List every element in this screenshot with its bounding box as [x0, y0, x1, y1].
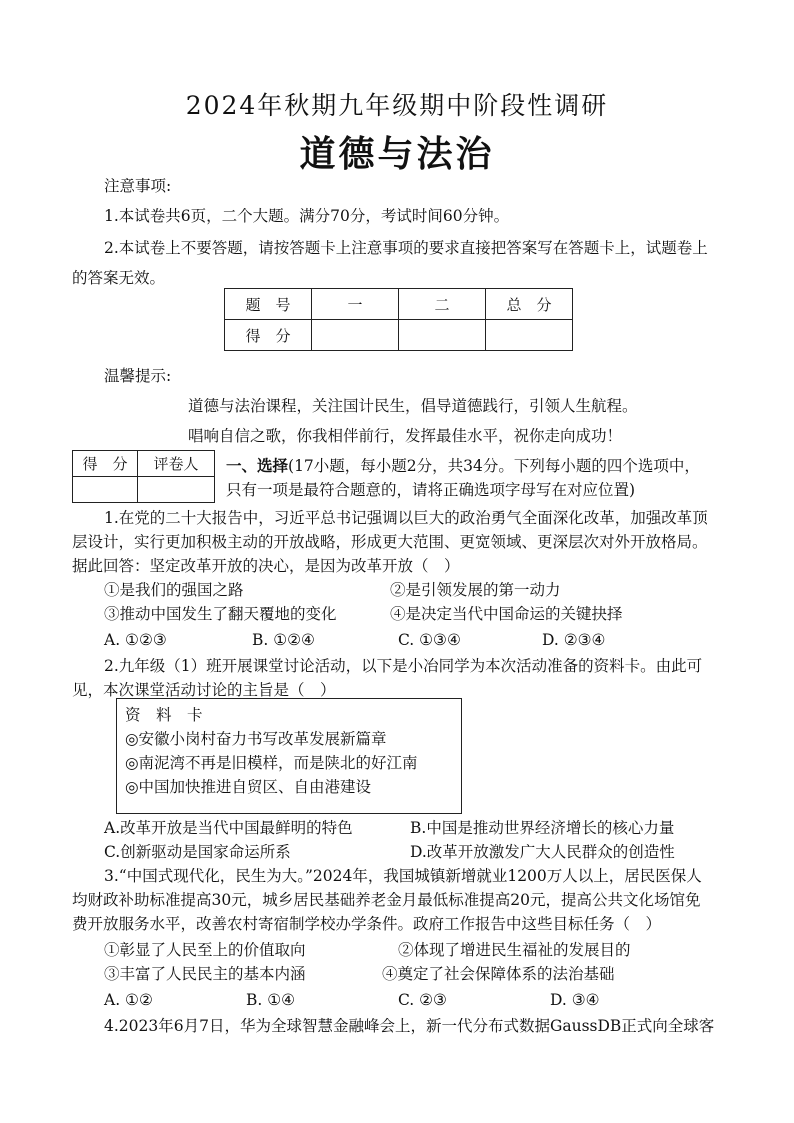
q1-option-a: A. ①②③	[104, 631, 167, 649]
notice-item-1: 1.本试卷共6页，二个大题。满分70分，考试时间60分钟。	[104, 207, 510, 225]
subject-title: 道德与法治	[299, 133, 495, 175]
q1-statement-2: ②是引领发展的第一动力	[390, 581, 561, 599]
q2-option-d: D.改革开放激发广大人民群众的创造性	[410, 843, 675, 861]
tips-heading: 温馨提示:	[104, 367, 172, 385]
grader-name-cell	[138, 477, 215, 503]
resource-card-item-3: ◎中国加快推进自贸区、自由港建设	[125, 778, 372, 796]
q1-statement-1: ①是我们的强国之路	[104, 581, 244, 599]
tips-line-1: 道德与法治课程，关注国计民生，倡导道德践行，引领人生航程。	[188, 397, 638, 415]
section-1-title: 一、选择	[226, 456, 289, 475]
score-table-header-1: 一	[312, 289, 399, 320]
score-table-header-total: 总 分	[486, 289, 573, 320]
q2-option-a: A.改革开放是当代中国最鲜明的特色	[104, 819, 353, 837]
score-table-header-num: 题 号	[225, 289, 312, 320]
score-cell-total	[486, 320, 573, 351]
q3-option-d: D. ③④	[550, 991, 600, 1009]
resource-card	[116, 698, 462, 814]
q1-stem-1: 1.在党的二十大报告中，习近平总书记强调以巨大的政治勇气全面深化改革，加强改革顶	[104, 509, 708, 527]
notice-item-2: 2.本试卷上不要答题，请按答题卡上注意事项的要求直接把答案写在答题卡上，试题卷上	[104, 239, 708, 257]
resource-card-item-2: ◎南泥湾不再是旧模样，而是陕北的好江南	[125, 754, 418, 772]
grader-score-cell	[73, 477, 138, 503]
q4-stem-1: 4.2023年6月7日，华为全球智慧金融峰会上，新一代分布式数据GaussDB正式向全球客	[104, 1017, 715, 1035]
score-table-header-2: 二	[399, 289, 486, 320]
section-1-desc: (17小题，每小题2分，共34分。下列每小题的四个选项中，	[288, 457, 700, 475]
resource-card-title: 资 料 卡	[125, 706, 203, 724]
exam-title: 2024年秋期九年级期中阶段性调研	[185, 91, 609, 120]
score-table	[224, 288, 573, 351]
q1-statement-3: ③推动中国发生了翻天覆地的变化	[104, 605, 337, 623]
q1-option-b: B. ①②④	[252, 631, 315, 649]
grader-table	[72, 450, 215, 503]
q3-option-a: A. ①②	[104, 991, 153, 1009]
q1-stem-3: 据此回答：坚定改革开放的决心，是因为改革开放（ ）	[72, 557, 460, 575]
tips-line-2: 唱响自信之歌，你我相伴前行，发挥最佳水平，祝你走向成功！	[188, 427, 623, 445]
q3-statement-1: ①彰显了人民至上的价值取向	[104, 941, 306, 959]
resource-card-item-1: ◎安徽小岗村奋力书写改革发展新篇章	[125, 730, 387, 748]
notice-heading: 注意事项:	[104, 177, 172, 195]
q3-stem-1: 3.“中国式现代化，民生为大。”2024年，我国城镇新增就业1200万人以上，居民医保人	[104, 867, 702, 885]
q1-option-d: D. ②③④	[542, 631, 606, 649]
q3-option-c: C. ②③	[398, 991, 447, 1009]
q3-stem-3: 费开放服务水平，改善农村寄宿制学校办学条件。政府工作报告中这些目标任务（ ）	[72, 915, 662, 933]
section-1-header	[226, 456, 700, 476]
grader-score-label: 得 分	[73, 451, 138, 477]
q2-stem-2: 见，本次课堂活动讨论的主旨是（ ）	[72, 681, 336, 699]
score-cell-2	[399, 320, 486, 351]
q2-option-b: B.中国是推动世界经济增长的核心力量	[410, 819, 675, 837]
q1-statement-4: ④是决定当代中国命运的关键抉择	[390, 605, 623, 623]
q3-option-b: B. ①④	[246, 991, 296, 1009]
q1-stem-2: 层设计，实行更加积极主动的开放战略，形成更大范围、更宽领域、更深层次对外开放格局。	[72, 533, 708, 551]
notice-item-2-cont: 的答案无效。	[72, 269, 166, 287]
q3-statement-4: ④奠定了社会保障体系的法治基础	[382, 965, 615, 983]
score-cell-1	[312, 320, 399, 351]
q1-option-c: C. ①③④	[398, 631, 461, 649]
q3-statement-2: ②体现了增进民生福祉的发展目的	[398, 941, 631, 959]
grader-name-label: 评卷人	[138, 451, 215, 477]
q3-stem-2: 均财政补助标准提高30元，城乡居民基础养老金月最低标准提高20元，提高公共文化场馆免	[72, 891, 701, 909]
q2-stem-1: 2.九年级（1）班开展课堂讨论活动，以下是小冶同学为本次活动准备的资料卡。由此可	[104, 657, 703, 675]
q2-option-c: C.创新驱动是国家命运所系	[104, 843, 291, 861]
score-table-row-label: 得 分	[225, 320, 312, 351]
q3-statement-3: ③丰富了人民民主的基本内涵	[104, 965, 306, 983]
section-1-desc-2: 只有一项是最符合题意的，请将正确选项字母写在对应位置)	[226, 481, 636, 499]
